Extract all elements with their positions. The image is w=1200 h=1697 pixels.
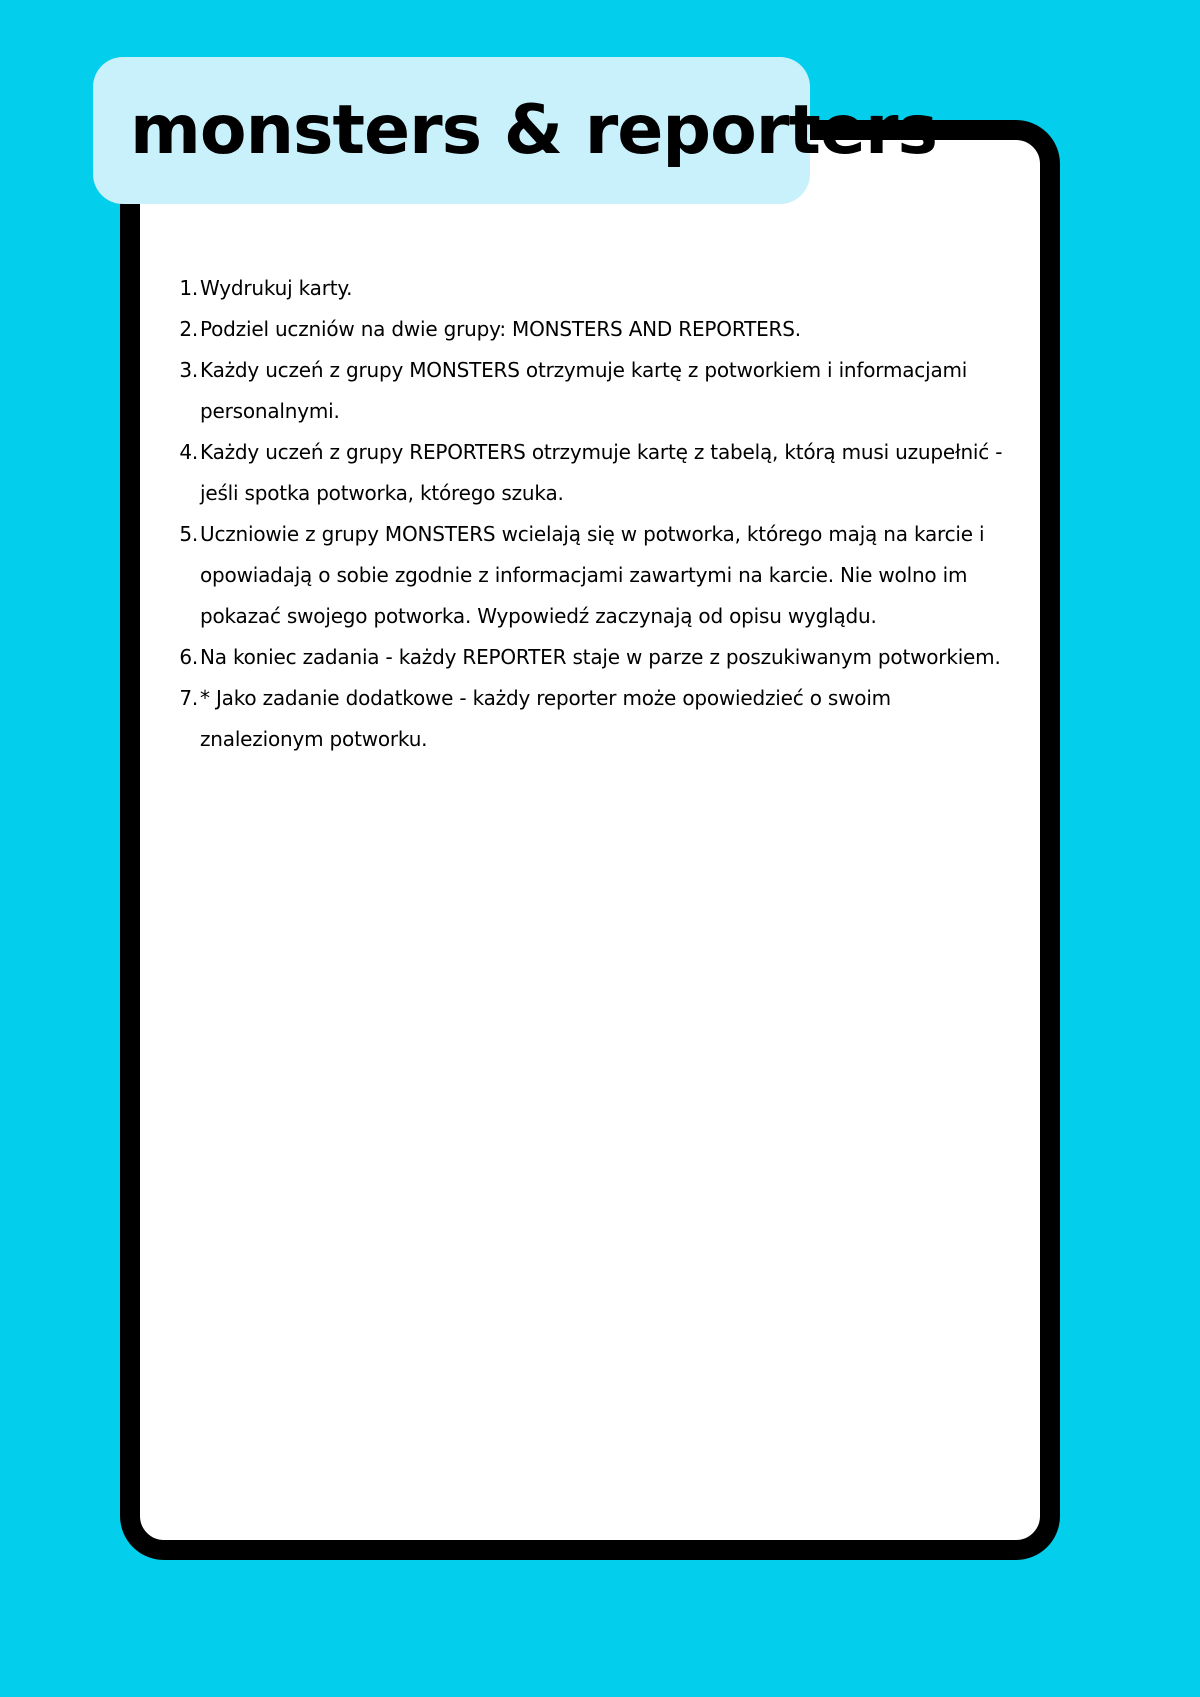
step-text: Na koniec zadania - każdy REPORTER staje w parze z poszukiwanym potworkiem. xyxy=(200,645,1001,669)
step-text: Podziel uczniów na dwie grupy: MONSTERS AND REPORTERS. xyxy=(200,317,801,341)
step-text: Każdy uczeń z grupy MONSTERS otrzymuje kartę z potworkiem i informacjami personalnymi. xyxy=(200,358,968,423)
list-item xyxy=(172,514,1012,637)
title-tab xyxy=(93,57,937,204)
step-number: 6. xyxy=(179,645,198,669)
list-item xyxy=(172,678,1012,760)
list-item xyxy=(172,268,1012,309)
step-number: 7. xyxy=(179,686,198,710)
step-text: * Jako zadanie dodatkowe - każdy reporter może opowiedzieć o swoim znalezionym potworku. xyxy=(200,686,891,751)
step-text: Każdy uczeń z grupy REPORTERS otrzymuje kartę z tabelą, którą musi uzupełnić - jeśli spotka potworka, którego szuka. xyxy=(200,440,1003,505)
list-item xyxy=(172,637,1012,678)
list-item xyxy=(172,432,1012,514)
step-text: Wydrukuj karty. xyxy=(200,276,353,300)
page-title: monsters & reporters xyxy=(130,90,937,170)
step-number: 1. xyxy=(179,276,198,300)
instruction-list xyxy=(172,268,1012,760)
step-text: Uczniowie z grupy MONSTERS wcielają się w potworka, którego mają na karcie i opowiadają o sobie zgodnie z informacjami zawartymi na karcie. Nie wolno im pokazać swojego potworka. Wypowiedź zaczynają od opisu wyglądu. xyxy=(200,522,985,628)
step-number: 5. xyxy=(179,522,198,546)
step-number: 2. xyxy=(179,317,198,341)
step-number: 3. xyxy=(179,358,198,382)
list-item xyxy=(172,350,1012,432)
list-item xyxy=(172,309,1012,350)
step-number: 4. xyxy=(179,440,198,464)
